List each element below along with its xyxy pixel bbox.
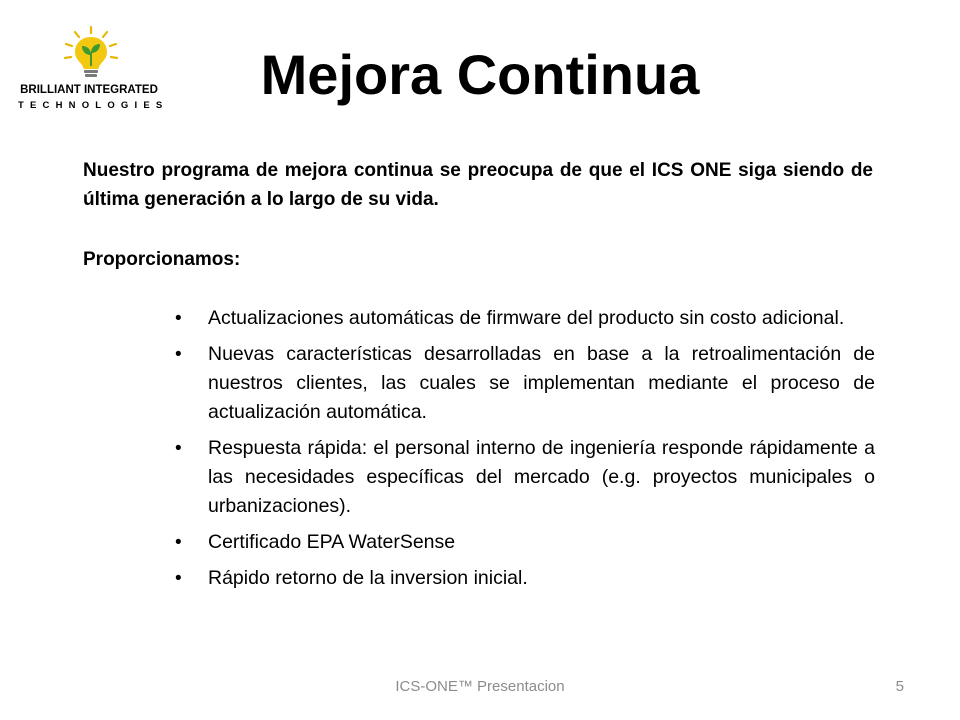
bullet-text: Respuesta rápida: el personal interno de ingeniería responde rápidamente a las necesidades específicas del mercado (e.g. proyectos municipales o urbanizaciones). bbox=[208, 437, 875, 517]
bullet-item-watersense bbox=[175, 528, 875, 557]
logo-name: BRILLIANT INTEGRATED bbox=[20, 84, 158, 96]
logo-subtitle: TECHNOLOGIES bbox=[18, 100, 169, 111]
bullet-icon: • bbox=[175, 344, 182, 365]
bullet-icon: • bbox=[175, 532, 182, 553]
subheading: Proporcionamos: bbox=[83, 249, 241, 270]
bullet-icon: • bbox=[175, 308, 182, 329]
bullet-text: Rápido retorno de la inversion inicial. bbox=[208, 567, 528, 589]
bullet-text: Certificado EPA WaterSense bbox=[208, 531, 456, 553]
bullet-text: Actualizaciones automáticas de firmware del producto sin costo adicional. bbox=[208, 307, 845, 329]
bullet-item-fast-response bbox=[175, 434, 875, 521]
bullet-item-roi bbox=[175, 564, 875, 593]
bullet-list bbox=[175, 304, 875, 600]
bullet-item-firmware-updates bbox=[175, 304, 875, 333]
company-logo bbox=[14, 26, 169, 116]
intro-paragraph: Nuestro programa de mejora continua se preocupa de que el ICS ONE siga siendo de última generación a lo largo de su vida. bbox=[83, 160, 873, 210]
slide-title: Mejora Continua bbox=[260, 43, 700, 106]
bullet-icon: • bbox=[175, 438, 182, 459]
lightbulb-sprout-icon bbox=[61, 26, 121, 80]
bullet-icon: • bbox=[175, 568, 182, 589]
bullet-text: Nuevas características desarrolladas en base a la retroalimentación de nuestros clientes, las cuales se implementan mediante el proceso de actualización automática. bbox=[208, 343, 875, 423]
bullet-item-new-features bbox=[175, 340, 875, 427]
footer-label: ICS-ONE™ Presentacion bbox=[395, 678, 565, 695]
page-number: 5 bbox=[895, 678, 904, 695]
